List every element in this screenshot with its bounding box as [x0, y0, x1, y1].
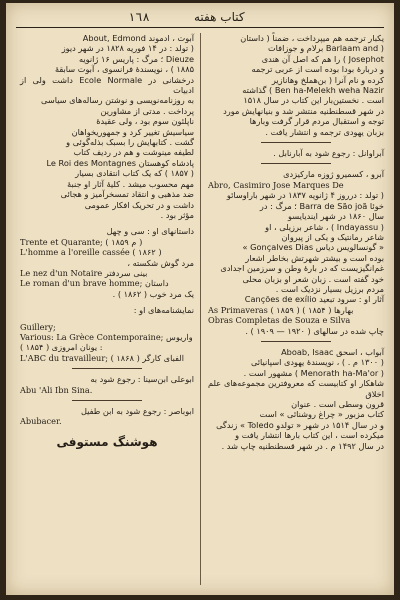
text-line: ( Barlaam and برلام و جوزافات: [267, 43, 384, 54]
text-line: پرداخت . مدتی از مشاورین: [100, 105, 194, 116]
text-line: در شهر قسطنطنیه منتشر شد و بنیانهایش مورد: [223, 105, 384, 116]
text-line: خوئا Barra de São joã ؛ مرگ : در: [259, 200, 384, 211]
text-line: Guillery;: [20, 321, 56, 332]
text-line: ( تولد : درروز ۴ ژانویه ۱۸۳۷ در شهر باراوسائو: [226, 190, 384, 201]
book-page: [6, 3, 394, 595]
text-line: به روزنامه‌نویسی و نوشتن رساله‌های سیاسی: [41, 95, 194, 106]
text-line: Various: La Grèce Contemporaine; واریوس : یونان امروزی ( ۱۸۵۴ ): [20, 331, 193, 353]
page-header: [16, 7, 384, 27]
text-line: شاهکار او کتابیست که معروفترین مجموعه‌های علم اخلاق: [208, 378, 384, 399]
text-line: در سال ۱۴۹۲ م . در شهر قسطنطنیه چاپ شد .: [221, 440, 384, 451]
text-line: ( ۱۸۵۷ ) که یک کتاب انتقادی بسیار: [75, 168, 194, 179]
text-line: آثار او : سرود تبعید Canções de exílio: [244, 294, 384, 305]
text-line: آبرو ، کسمیرو ژوزه مارکیزدی: [283, 169, 384, 180]
text-line: گشت . کتابهایش را بسبک بذله‌گوئی و: [66, 137, 194, 148]
text-line: درخشانی در Ecole Normale داشت ولی از ادبیات: [20, 74, 194, 96]
text-line: کتاب مزبور « چراغ روشنائی » است: [259, 409, 384, 420]
text-line: مرد گوش شکسته ،: [127, 257, 194, 268]
text-line: غم‌انگیزیست که در بارهٔ وطن و سرزمین اجدادی: [220, 263, 384, 274]
text-line: سال ۱۸۶۰ در شهر ایندیایسو: [288, 211, 384, 222]
text-line: نمایشنامه‌های او :: [133, 305, 194, 316]
header-rule: [16, 27, 384, 28]
text-line: و در سال ۱۵۱۴ در شهر « تولدو Toledo » زندگی: [216, 419, 384, 430]
text-line: سیاسیش تغییر کرد و جمهوریخواهان: [71, 126, 194, 137]
text-line: Ben ha-Melekh weha Nazir ) گذاشته: [242, 85, 384, 96]
text-line: ابوعلی ابن‌سینا : رجوع شود به: [90, 374, 194, 385]
text-line: Obras Completas de Souza e Silva: [208, 315, 351, 326]
text-line: یک مرد خوب ( ۱۸۶۲ ) .: [112, 288, 194, 299]
text-line: و دربارهٔ بودا بوده است از عربی ترجمه: [251, 64, 384, 75]
text-line: As Primaveras ( ۱۸۵۹ ) بهارها ( ۱۸۵۴ ): [208, 304, 354, 315]
text-line: آبواب ، اسحق Aboab, Isaac: [281, 346, 384, 357]
entry-separator: [261, 341, 331, 342]
text-line: ( Menorath ha-Ma'or ) مشهور است .: [243, 367, 384, 378]
column-divider: [200, 33, 201, 585]
text-line: قرون وسطی است . عنوان: [291, 399, 384, 409]
text-line: ( Indayassu ) ، شاعر برزیلی ، او: [265, 221, 384, 232]
text-line: بوده است و بیشتر شهرتش بخاطر اشعار: [245, 252, 384, 263]
text-line: داشت و در تحریک افکار عمومی: [84, 199, 194, 210]
text-line: ناپلئون سوم بود ، ولی عقیدهٔ: [96, 116, 194, 127]
entry-separator: [72, 368, 142, 369]
text-line: Le roman d'un brave homme; داستان: [20, 278, 169, 289]
text-line: بزبان یهودی ترجمه و انتشار یافت .: [265, 126, 384, 137]
text-line: توجه و استقبال مردم قرار گرفت وبارها: [249, 116, 384, 127]
text-line: ( تولد : در ۱۴ فوریه ۱۸۲۸ در شهر دیوز: [61, 43, 194, 54]
text-line: « گونسالویس دیاس Gonçalves Dias »: [242, 242, 384, 253]
text-line: پادشاه کوهستان Le Roi des Montagnes: [46, 157, 194, 168]
text-line: مردم برزیل بسیار نزدیک است .: [275, 283, 384, 294]
entry-separator: [72, 400, 142, 401]
text-line: Josephot ) را هم که اصل آن هندی: [261, 53, 384, 64]
text-line: شاعر رمانتیک و یکی از پیروان: [281, 231, 384, 242]
text-line: Trente et Quarante; ( ۱۸۵۹ م ): [20, 236, 143, 247]
text-line: L'homme a l'oreille cassée ( ۱۸۶۲ ): [20, 247, 162, 258]
page-number: ١٦٨: [128, 10, 150, 24]
text-line: ابوباصر : رجوع شود به ابن طفیل: [80, 406, 194, 416]
author-signature: هوشنگ مستوفی: [56, 434, 158, 449]
text-line: Abu 'Ali Ibn Sina.: [20, 384, 93, 395]
text-line: ۱۸۸۵ ) ، نویسندهٔ فرانسوی ، آبوت سابقهٔ: [54, 64, 194, 75]
text-line: لطیفه مینوشت و هم در ردیف کتاب: [73, 147, 194, 158]
entry-separator: [261, 142, 331, 143]
text-line: ( ۱۳۰۰ م . ) ، نویسندهٔ یهودی اسپانیائی: [250, 357, 384, 368]
text-line: Abro, Casimiro Jose Marques De: [208, 179, 344, 190]
text-line: L'ABC du travailleur; الفبای کارگر ( ۱۸۶۸ ): [20, 352, 185, 363]
text-line: کرده و نام آنرا ( بن‌هملخ وهانازیر: [271, 74, 384, 85]
text-line: مهم محسوب میشد . کلیهٔ آثار او جنبهٔ: [67, 178, 194, 189]
text-line: مؤثر بود .: [160, 209, 194, 220]
text-line: آبراوانل : رجوع شود به آبارنابل .: [273, 148, 384, 159]
text-line: داستانهای او : سی و چهل: [106, 226, 194, 237]
text-line: میکرده است ، این کتاب بارها انتشار یافت و: [235, 430, 384, 441]
text-line: Dieuze ؛ مرگ : پاریس ۱۶ ژانویه: [78, 53, 194, 64]
text-line: است . نخستین‌بار این کتاب در سال ۱۵۱۸: [243, 95, 384, 106]
text-line: خود گفته است . زبان شعر او بزبان محلی: [242, 273, 384, 284]
text-line: چاپ شده در سالهای ( ۱۹۲۰ — ۱۹۰۹ ) .: [245, 325, 384, 336]
entry-separator: [261, 163, 331, 164]
text-line: یکبار ترجمه هم میپرداخت ، ضمناً ( داستان: [240, 33, 384, 43]
text-line: Le nez d'un Notaire بینی سردفتر: [20, 267, 148, 278]
text-line: Abubacer.: [20, 416, 62, 427]
right-column: [208, 33, 384, 451]
running-title: کتاب هفته: [194, 10, 245, 24]
left-column: [20, 33, 194, 447]
text-line: آبوت ، ادموند About, Edmond: [82, 33, 194, 43]
text-line: ضد مذهبی و انتقاد تمسخرآمیز و هجائی: [60, 189, 194, 200]
